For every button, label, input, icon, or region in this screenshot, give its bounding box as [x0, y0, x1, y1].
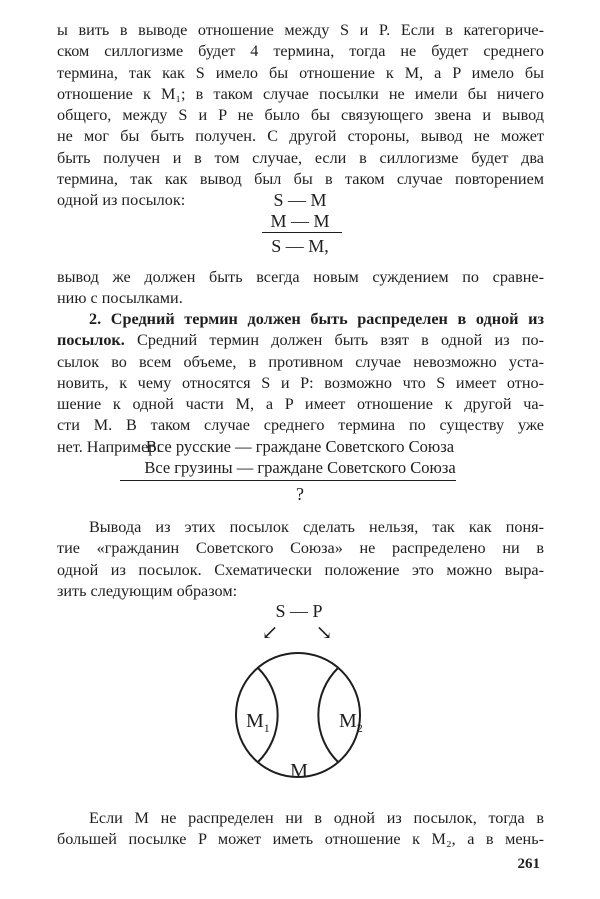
left-region-subscript: 1: [263, 721, 270, 735]
left-region-label: [246, 710, 270, 735]
text-line: зить следующим образом:: [57, 581, 238, 600]
paragraph-no-conclusion: [57, 517, 544, 602]
text-line: отношение к M₁; в таком случае посылки не имели бы ничего: [57, 84, 544, 103]
rule-heading-text: 2. Средний термин должен быть распределен в одной из: [89, 310, 544, 328]
text-line: большей посылке P может иметь отношение к M₂, а в мень-: [57, 830, 544, 849]
paragraph-distribution: [57, 808, 544, 851]
example-conclusion-wrap: [280, 484, 320, 505]
text-line: одной из посылок. Схематически положение это можно выра-: [57, 560, 544, 579]
text-line: сылок во всем объеме, в противном случае невозможно уста-: [57, 352, 544, 371]
text-line: [57, 330, 544, 351]
text-line: термина, так как S имело бы отношение к M, а P имело бы: [57, 63, 544, 82]
example-divider: [120, 480, 456, 481]
rule-heading: [57, 309, 544, 330]
formula-premise-1: S — M: [273, 190, 327, 210]
left-arrow-icon: ↙: [261, 622, 279, 644]
center-label: M: [290, 760, 308, 782]
text-line: ы вить в выводе отношение между S и P. Если в категориче-: [57, 21, 544, 39]
formula-result-wrap: [240, 236, 360, 257]
formula-premise-2: M — M: [270, 211, 330, 231]
text-line: общего, между S и P не было бы связующего звена и вывод: [57, 106, 544, 125]
text-line: термина, так как вывод был бы в таком случае повторением: [57, 170, 544, 189]
text-line: тие «гражданин Советского Союза» не распределено ни в: [57, 539, 544, 558]
middle-term-diagram: [0, 595, 600, 795]
text-line: ском силлогизме будет 4 термина, тогда не будет среднего: [57, 42, 544, 61]
example-syllogism: [110, 436, 490, 478]
formula-conclusion: S — M,: [271, 236, 329, 256]
text-line: одной из посылок:: [57, 191, 186, 210]
left-region-letter: M: [246, 710, 264, 732]
diagram-top-label: S — P: [275, 601, 323, 621]
syllogism-formula: [240, 190, 360, 232]
right-region-subscript: 2: [356, 721, 363, 735]
right-arrow-icon: ↘: [315, 622, 333, 644]
example-premise-2: Все грузины — граждане Советского Союза: [144, 458, 456, 477]
text-line: быть получен и в том случае, если в силлогизме будет два: [57, 148, 544, 167]
text-line: сти M. В таком случае среднего термина по существу уже: [57, 416, 544, 435]
text-line: шение к одной части M, а P имеет отношение к другой ча-: [57, 395, 544, 414]
rule-text: Средний термин должен быть взят в одной из по-: [124, 331, 544, 350]
right-region-letter: M: [339, 710, 357, 732]
formula-divider: [262, 232, 342, 233]
example-premise-1: Все русские — граждане Советского Союза: [145, 437, 455, 456]
text-line: новить, к чему относятся S и P: возможно что S имеет отно-: [57, 373, 544, 392]
paragraph-new-judgement: [57, 267, 544, 310]
text-line: нет. Например:: [57, 437, 161, 456]
rule-heading-end: посылок.: [57, 331, 125, 350]
example-conclusion: ?: [296, 484, 304, 504]
paragraph-four-terms: [57, 20, 544, 212]
right-region-arc: [318, 668, 338, 762]
text-line: вывод же должен быть всегда новым суждением по сравне-: [57, 268, 544, 286]
page-number: 261: [517, 856, 540, 872]
text-line: Если M не распределен ни в одной из посылок, тогда в: [89, 809, 544, 827]
text-line: не мог бы быть получен. С другой стороны, вывод не может: [57, 127, 544, 146]
text-line: нию с посылками.: [57, 289, 183, 308]
text-line: Вывода из этих посылок сделать нельзя, так как поня-: [89, 518, 544, 536]
